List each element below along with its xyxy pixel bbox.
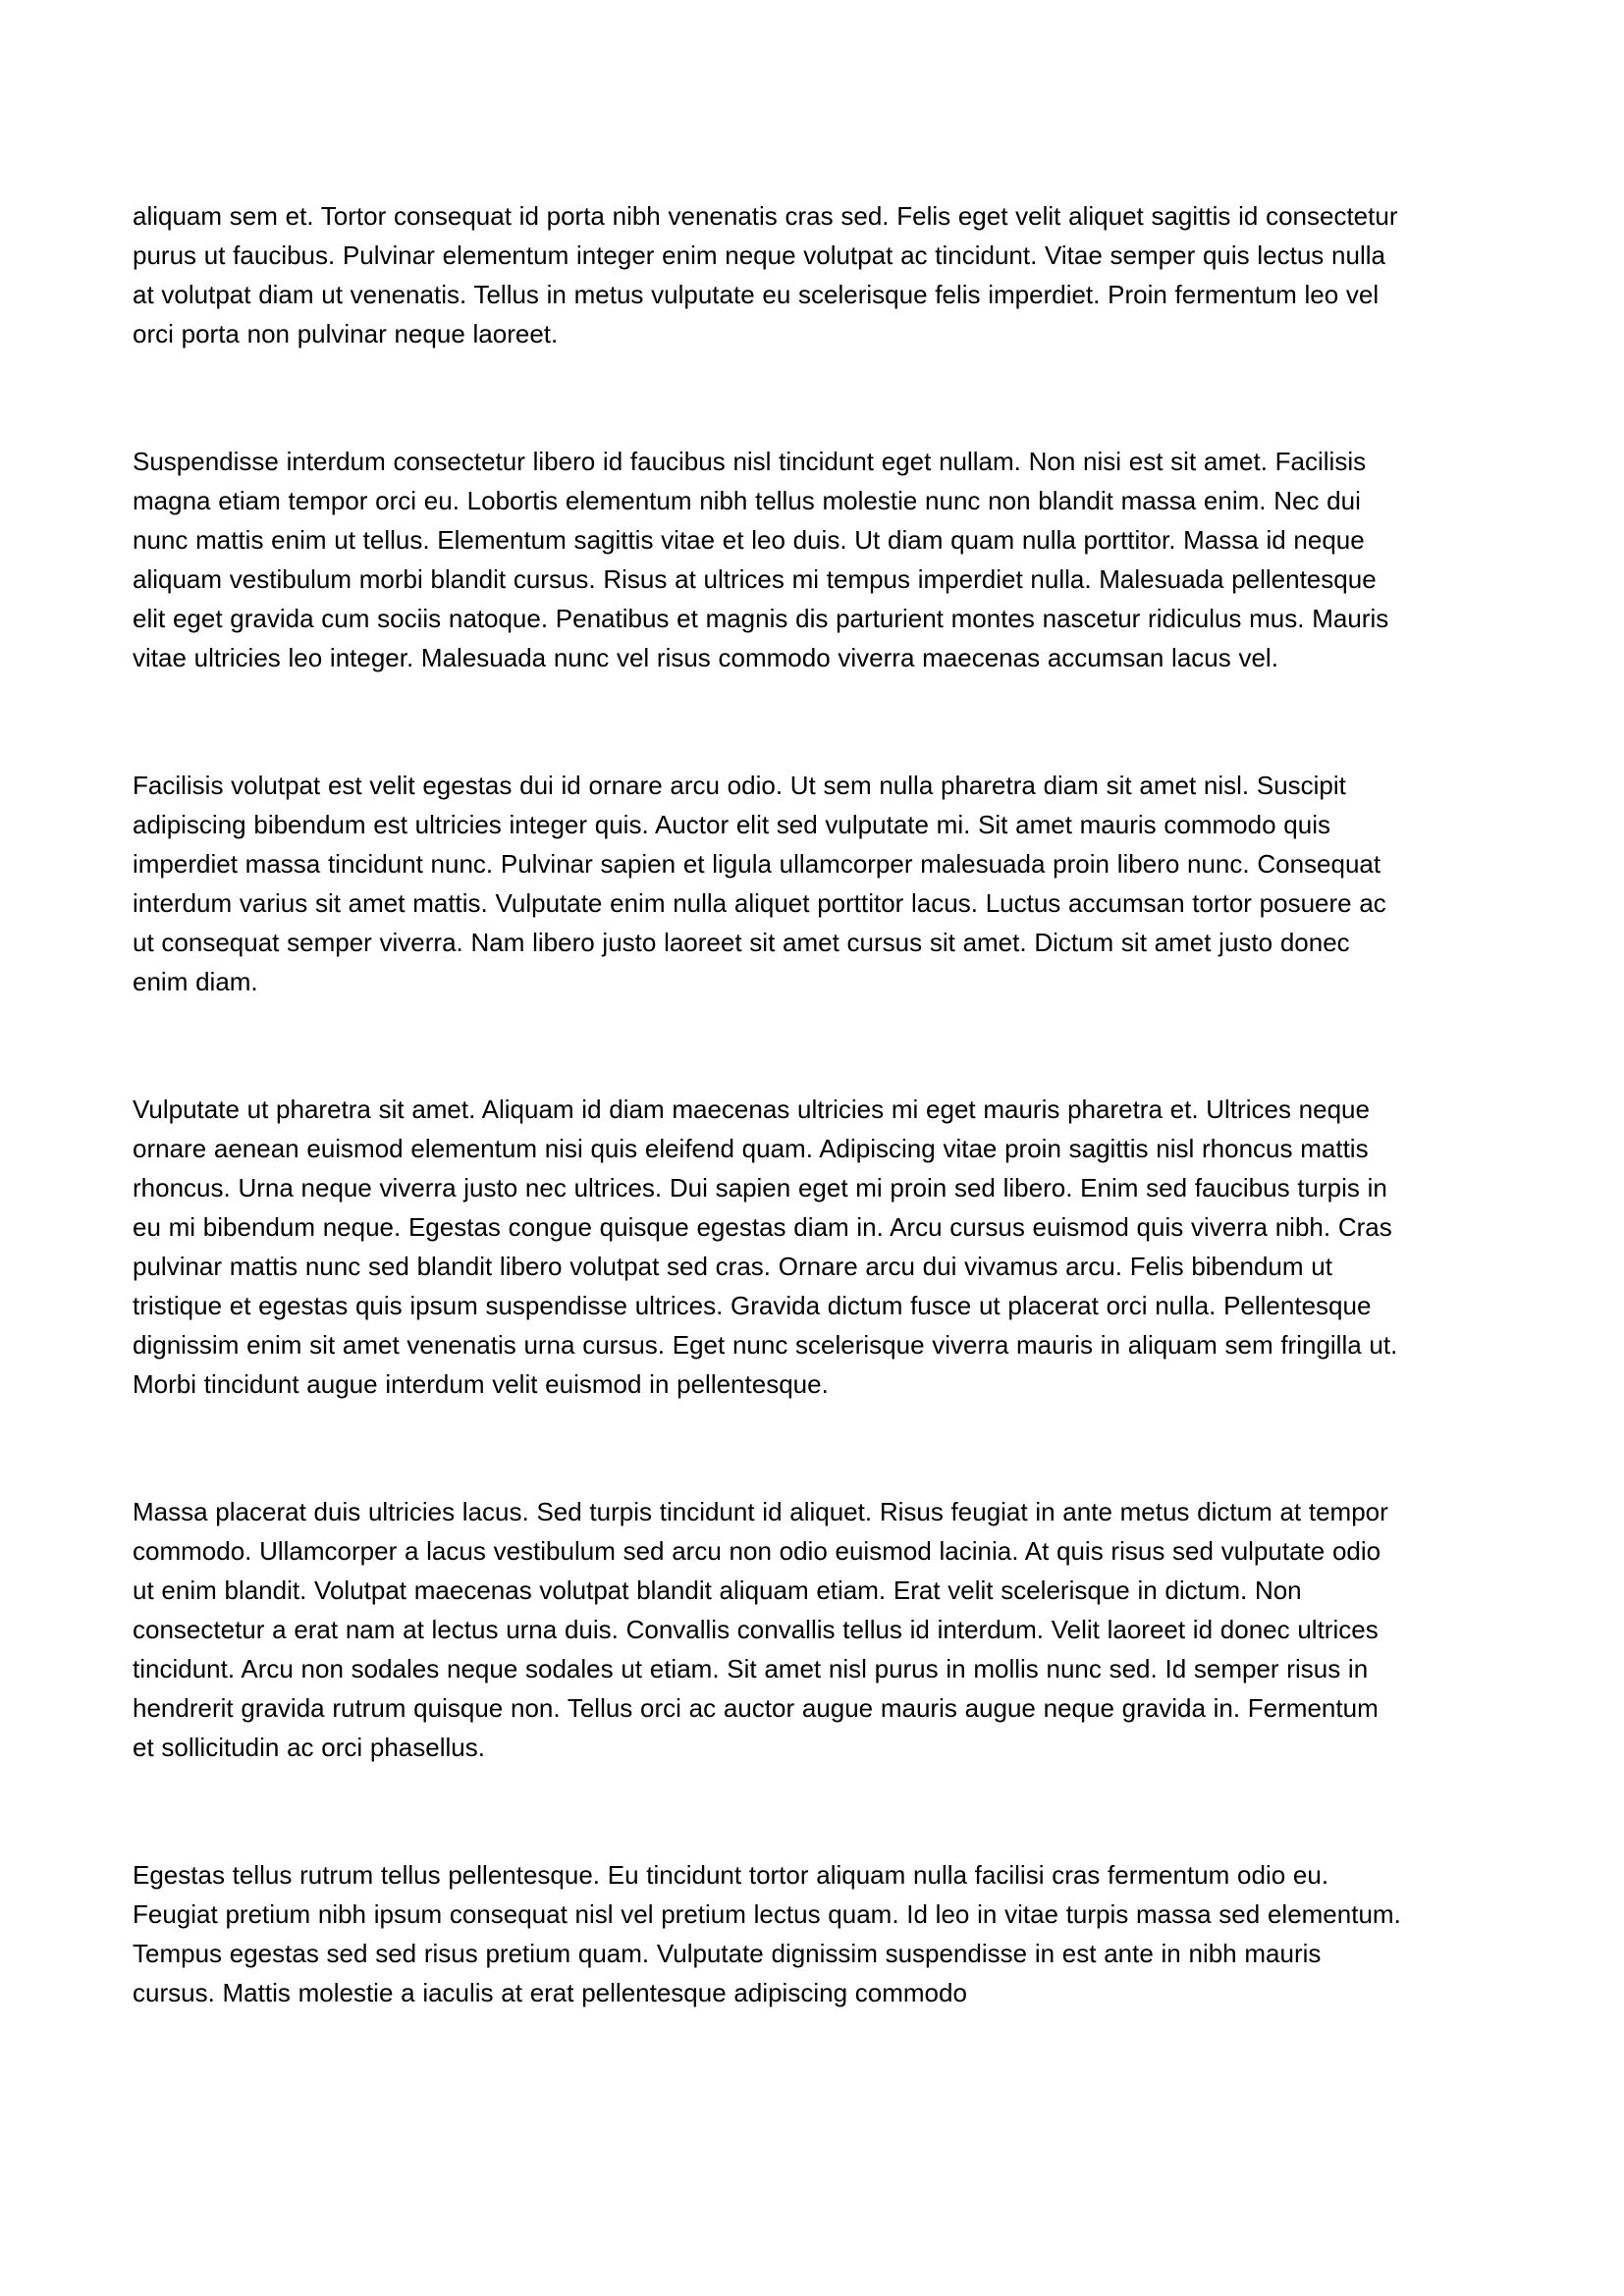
paragraph-4: Vulputate ut pharetra sit amet. Aliquam id diam maecenas ultricies mi eget mauris pharetra et. Ultrices neque ornare aenean euismod elementum nisi quis eleifend quam. Adipiscing vitae proin sagittis nisl rhoncus mattis rhoncus. Urna neque viverra justo nec ultrices. Dui sapien eget mi proin sed libero. Enim sed faucibus turpis in eu mi bibendum neque. Egestas congue quisque egestas diam in. Arcu cursus euismod quis viverra nibh. Cras pulvinar mattis nunc sed blandit libero volutpat sed cras. Ornare arcu dui vivamus arcu. Felis bibendum ut tristique et egestas quis ipsum suspendisse ultrices. Gravida dictum fusce ut placerat orci nulla. Pellentesque dignissim enim sit amet venenatis urna cursus. Eget nunc scelerisque viverra mauris in aliquam sem fringilla ut. Morbi tincidunt augue interdum velit euismod in pellentesque. — [133, 1095, 1398, 1399]
document-text-column — [133, 196, 1401, 2012]
paragraph-5: Massa placerat duis ultricies lacus. Sed turpis tincidunt id aliquet. Risus feugiat in ante metus dictum at tempor commodo. Ullamcorper a lacus vestibulum sed arcu non odio euismod lacinia. At quis risus sed vulputate odio ut enim blandit. Volutpat maecenas volutpat blandit aliquam etiam. Erat velit scelerisque in dictum. Non consectetur a erat nam at lectus urna duis. Convallis convallis tellus id interdum. Velit laoreet id donec ultrices tincidunt. Arcu non sodales neque sodales ut etiam. Sit amet nisl purus in mollis nunc sed. Id semper risus in hendrerit gravida rutrum quisque non. Tellus orci ac auctor augue mauris augue neque gravida in. Fermentum et sollicitudin ac orci phasellus. — [133, 1497, 1388, 1762]
paragraph-1: aliquam sem et. Tortor consequat id porta nibh venenatis cras sed. Felis eget velit aliquet sagittis id consectetur purus ut faucibus. Pulvinar elementum integer enim neque volutpat ac tincidunt. Vitae semper quis lectus nulla at volutpat diam ut venenatis. Tellus in metus vulputate eu scelerisque felis imperdiet. Proin fermentum leo vel orci porta non pulvinar neque laoreet. — [133, 201, 1398, 348]
paragraph-3: Facilisis volutpat est velit egestas dui id ornare arcu odio. Ut sem nulla pharetra diam sit amet nisl. Suscipit adipiscing bibendum est ultricies integer quis. Auctor elit sed vulputate mi. Sit amet mauris commodo quis imperdiet massa tincidunt nunc. Pulvinar sapien et ligula ullamcorper malesuada proin libero nunc. Consequat interdum varius sit amet mattis. Vulputate enim nulla aliquet porttitor lacus. Luctus accumsan tortor posuere ac ut consequat semper viverra. Nam libero justo laoreet sit amet cursus sit amet. Dictum sit amet justo donec enim diam. — [133, 771, 1386, 996]
paragraph-6: Egestas tellus rutrum tellus pellentesque. Eu tincidunt tortor aliquam nulla facilisi cras fermentum odio eu. Feugiat pretium nibh ipsum consequat nisl vel pretium lectus quam. Id leo in vitae turpis massa sed elementum. Tempus egestas sed sed risus pretium quam. Vulputate dignissim suspendisse in est ante in nibh mauris cursus. Mattis molestie a iaculis at erat pellentesque adipiscing commodo — [133, 1860, 1401, 2007]
paragraph-2: Suspendisse interdum consectetur libero id faucibus nisl tincidunt eget nullam. Non nisi est sit amet. Facilisis magna etiam tempor orci eu. Lobortis elementum nibh tellus molestie nunc non blandit massa enim. Nec dui nunc mattis enim ut tellus. Elementum sagittis vitae et leo duis. Ut diam quam nulla porttitor. Massa id neque aliquam vestibulum morbi blandit cursus. Risus at ultrices mi tempus imperdiet nulla. Malesuada pellentesque elit eget gravida cum sociis natoque. Penatibus et magnis dis parturient montes nascetur ridiculus mus. Mauris vitae ultricies leo integer. Malesuada nunc vel risus commodo viverra maecenas accumsan lacus vel. — [133, 447, 1389, 672]
